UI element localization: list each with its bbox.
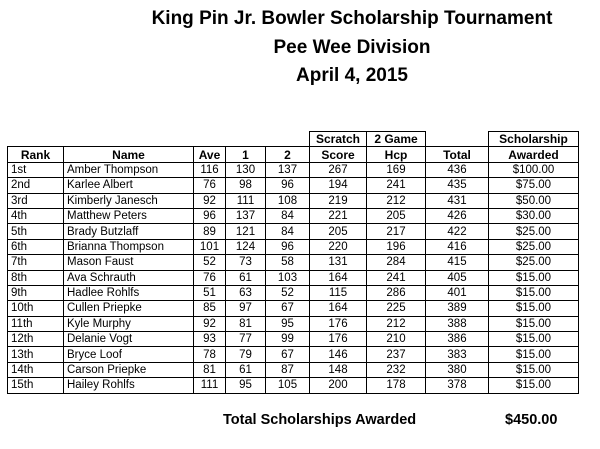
average-cell: 76	[194, 270, 226, 285]
average-cell: 92	[194, 193, 226, 208]
scratch-score-cell: 200	[310, 378, 367, 393]
table-row	[8, 224, 579, 239]
table-row	[8, 162, 579, 177]
average-cell: 116	[194, 162, 226, 177]
header-scratch-score: Score	[310, 147, 367, 162]
rank-cell: 15th	[8, 378, 64, 393]
scratch-score-cell: 131	[310, 255, 367, 270]
average-cell: 85	[194, 301, 226, 316]
rank-cell: 10th	[8, 301, 64, 316]
game1-cell: 121	[226, 224, 266, 239]
game1-cell: 111	[226, 193, 266, 208]
table-row	[8, 301, 579, 316]
header-row-bottom	[8, 147, 579, 162]
game2-cell: 58	[266, 255, 310, 270]
rank-cell: 7th	[8, 255, 64, 270]
table-row	[8, 193, 579, 208]
total-cell: 378	[426, 378, 489, 393]
scratch-score-cell: 146	[310, 347, 367, 362]
header-rank: Rank	[8, 147, 64, 162]
header-game1: 1	[226, 147, 266, 162]
award-cell: $15.00	[489, 301, 579, 316]
name-cell: Hailey Rohlfs	[64, 378, 194, 393]
header-blank	[194, 132, 226, 147]
name-cell: Brady Butzlaff	[64, 224, 194, 239]
game2-cell: 105	[266, 378, 310, 393]
header-2game-top: 2 Game	[367, 132, 426, 147]
game1-cell: 130	[226, 162, 266, 177]
scratch-score-cell: 220	[310, 239, 367, 254]
rank-cell: 8th	[8, 270, 64, 285]
handicap-cell: 237	[367, 347, 426, 362]
name-cell: Karlee Albert	[64, 178, 194, 193]
game2-cell: 87	[266, 362, 310, 377]
handicap-cell: 212	[367, 193, 426, 208]
scratch-score-cell: 205	[310, 224, 367, 239]
game1-cell: 95	[226, 378, 266, 393]
game1-cell: 98	[226, 178, 266, 193]
handicap-cell: 241	[367, 270, 426, 285]
average-cell: 81	[194, 362, 226, 377]
name-cell: Amber Thompson	[64, 162, 194, 177]
header-blank	[266, 132, 310, 147]
award-cell: $25.00	[489, 255, 579, 270]
total-cell: 401	[426, 285, 489, 300]
scratch-score-cell: 164	[310, 270, 367, 285]
header-ave: Ave	[194, 147, 226, 162]
name-cell: Kyle Murphy	[64, 316, 194, 331]
name-cell: Kimberly Janesch	[64, 193, 194, 208]
table-row	[8, 362, 579, 377]
name-cell: Bryce Loof	[64, 347, 194, 362]
award-cell: $75.00	[489, 178, 579, 193]
handicap-cell: 217	[367, 224, 426, 239]
header-game2: 2	[266, 147, 310, 162]
game2-cell: 84	[266, 224, 310, 239]
name-cell: Ava Schrauth	[64, 270, 194, 285]
handicap-cell: 212	[367, 316, 426, 331]
rank-cell: 4th	[8, 208, 64, 223]
award-cell: $15.00	[489, 378, 579, 393]
header-scholarship-top: Scholarship	[489, 132, 579, 147]
header-2game-hcp: Hcp	[367, 147, 426, 162]
game2-cell: 52	[266, 285, 310, 300]
game2-cell: 95	[266, 316, 310, 331]
scratch-score-cell: 194	[310, 178, 367, 193]
rank-cell: 3rd	[8, 193, 64, 208]
total-cell: 383	[426, 347, 489, 362]
average-cell: 92	[194, 316, 226, 331]
handicap-cell: 241	[367, 178, 426, 193]
handicap-cell: 225	[367, 301, 426, 316]
game2-cell: 99	[266, 332, 310, 347]
division-title: Pee Wee Division	[273, 37, 431, 58]
total-cell: 422	[426, 224, 489, 239]
handicap-cell: 196	[367, 239, 426, 254]
scratch-score-cell: 267	[310, 162, 367, 177]
handicap-cell: 205	[367, 208, 426, 223]
award-cell: $15.00	[489, 285, 579, 300]
total-cell: 431	[426, 193, 489, 208]
game2-cell: 67	[266, 347, 310, 362]
game1-cell: 63	[226, 285, 266, 300]
average-cell: 93	[194, 332, 226, 347]
name-cell: Carson Priepke	[64, 362, 194, 377]
rank-cell: 9th	[8, 285, 64, 300]
average-cell: 111	[194, 378, 226, 393]
table-row	[8, 255, 579, 270]
total-cell: 415	[426, 255, 489, 270]
rank-cell: 14th	[8, 362, 64, 377]
game1-cell: 79	[226, 347, 266, 362]
table-row	[8, 378, 579, 393]
scratch-score-cell: 164	[310, 301, 367, 316]
game2-cell: 103	[266, 270, 310, 285]
total-cell: 435	[426, 178, 489, 193]
table-row	[8, 178, 579, 193]
total-cell: 388	[426, 316, 489, 331]
table-row	[8, 347, 579, 362]
total-cell: 380	[426, 362, 489, 377]
table-row	[8, 332, 579, 347]
game2-cell: 108	[266, 193, 310, 208]
game2-cell: 67	[266, 301, 310, 316]
award-cell: $15.00	[489, 270, 579, 285]
total-cell: 436	[426, 162, 489, 177]
award-cell: $100.00	[489, 162, 579, 177]
table-row	[8, 208, 579, 223]
name-cell: Cullen Priepke	[64, 301, 194, 316]
header-blank	[426, 132, 489, 147]
game1-cell: 73	[226, 255, 266, 270]
header-name: Name	[64, 147, 194, 162]
name-cell: Mason Faust	[64, 255, 194, 270]
scratch-score-cell: 148	[310, 362, 367, 377]
average-cell: 101	[194, 239, 226, 254]
table-row	[8, 316, 579, 331]
total-cell: 405	[426, 270, 489, 285]
scratch-score-cell: 219	[310, 193, 367, 208]
average-cell: 51	[194, 285, 226, 300]
scratch-score-cell: 176	[310, 316, 367, 331]
total-scholarships-amount: $450.00	[505, 412, 558, 428]
rank-cell: 12th	[8, 332, 64, 347]
results-table	[7, 131, 579, 394]
average-cell: 78	[194, 347, 226, 362]
game1-cell: 61	[226, 270, 266, 285]
name-cell: Matthew Peters	[64, 208, 194, 223]
total-cell: 416	[426, 239, 489, 254]
name-cell: Brianna Thompson	[64, 239, 194, 254]
game2-cell: 137	[266, 162, 310, 177]
award-cell: $15.00	[489, 332, 579, 347]
rank-cell: 11th	[8, 316, 64, 331]
rank-cell: 2nd	[8, 178, 64, 193]
name-cell: Delanie Vogt	[64, 332, 194, 347]
game1-cell: 61	[226, 362, 266, 377]
table-row	[8, 270, 579, 285]
rank-cell: 1st	[8, 162, 64, 177]
game1-cell: 97	[226, 301, 266, 316]
header-blank	[64, 132, 194, 147]
rank-cell: 6th	[8, 239, 64, 254]
table-row	[8, 285, 579, 300]
game2-cell: 84	[266, 208, 310, 223]
rank-cell: 13th	[8, 347, 64, 362]
header-total: Total	[426, 147, 489, 162]
scratch-score-cell: 115	[310, 285, 367, 300]
game1-cell: 77	[226, 332, 266, 347]
handicap-cell: 286	[367, 285, 426, 300]
header-row-top	[8, 132, 579, 147]
award-cell: $15.00	[489, 362, 579, 377]
average-cell: 52	[194, 255, 226, 270]
header-blank	[226, 132, 266, 147]
average-cell: 89	[194, 224, 226, 239]
award-cell: $15.00	[489, 316, 579, 331]
header-scholarship-awarded: Awarded	[489, 147, 579, 162]
award-cell: $25.00	[489, 239, 579, 254]
header-scratch-top: Scratch	[310, 132, 367, 147]
handicap-cell: 232	[367, 362, 426, 377]
name-cell: Hadlee Rohlfs	[64, 285, 194, 300]
rank-cell: 5th	[8, 224, 64, 239]
scratch-score-cell: 221	[310, 208, 367, 223]
average-cell: 76	[194, 178, 226, 193]
total-cell: 426	[426, 208, 489, 223]
game1-cell: 124	[226, 239, 266, 254]
award-cell: $15.00	[489, 347, 579, 362]
award-cell: $30.00	[489, 208, 579, 223]
total-scholarships-label: Total Scholarships Awarded	[223, 412, 417, 428]
table-row	[8, 239, 579, 254]
award-cell: $25.00	[489, 224, 579, 239]
tournament-title: King Pin Jr. Bowler Scholarship Tournament	[151, 8, 553, 29]
handicap-cell: 169	[367, 162, 426, 177]
total-cell: 386	[426, 332, 489, 347]
scratch-score-cell: 176	[310, 332, 367, 347]
award-cell: $50.00	[489, 193, 579, 208]
average-cell: 96	[194, 208, 226, 223]
header-blank	[8, 132, 64, 147]
handicap-cell: 284	[367, 255, 426, 270]
game2-cell: 96	[266, 178, 310, 193]
total-cell: 389	[426, 301, 489, 316]
game1-cell: 137	[226, 208, 266, 223]
handicap-cell: 210	[367, 332, 426, 347]
date-title: April 4, 2015	[296, 65, 408, 86]
game1-cell: 81	[226, 316, 266, 331]
game2-cell: 96	[266, 239, 310, 254]
handicap-cell: 178	[367, 378, 426, 393]
